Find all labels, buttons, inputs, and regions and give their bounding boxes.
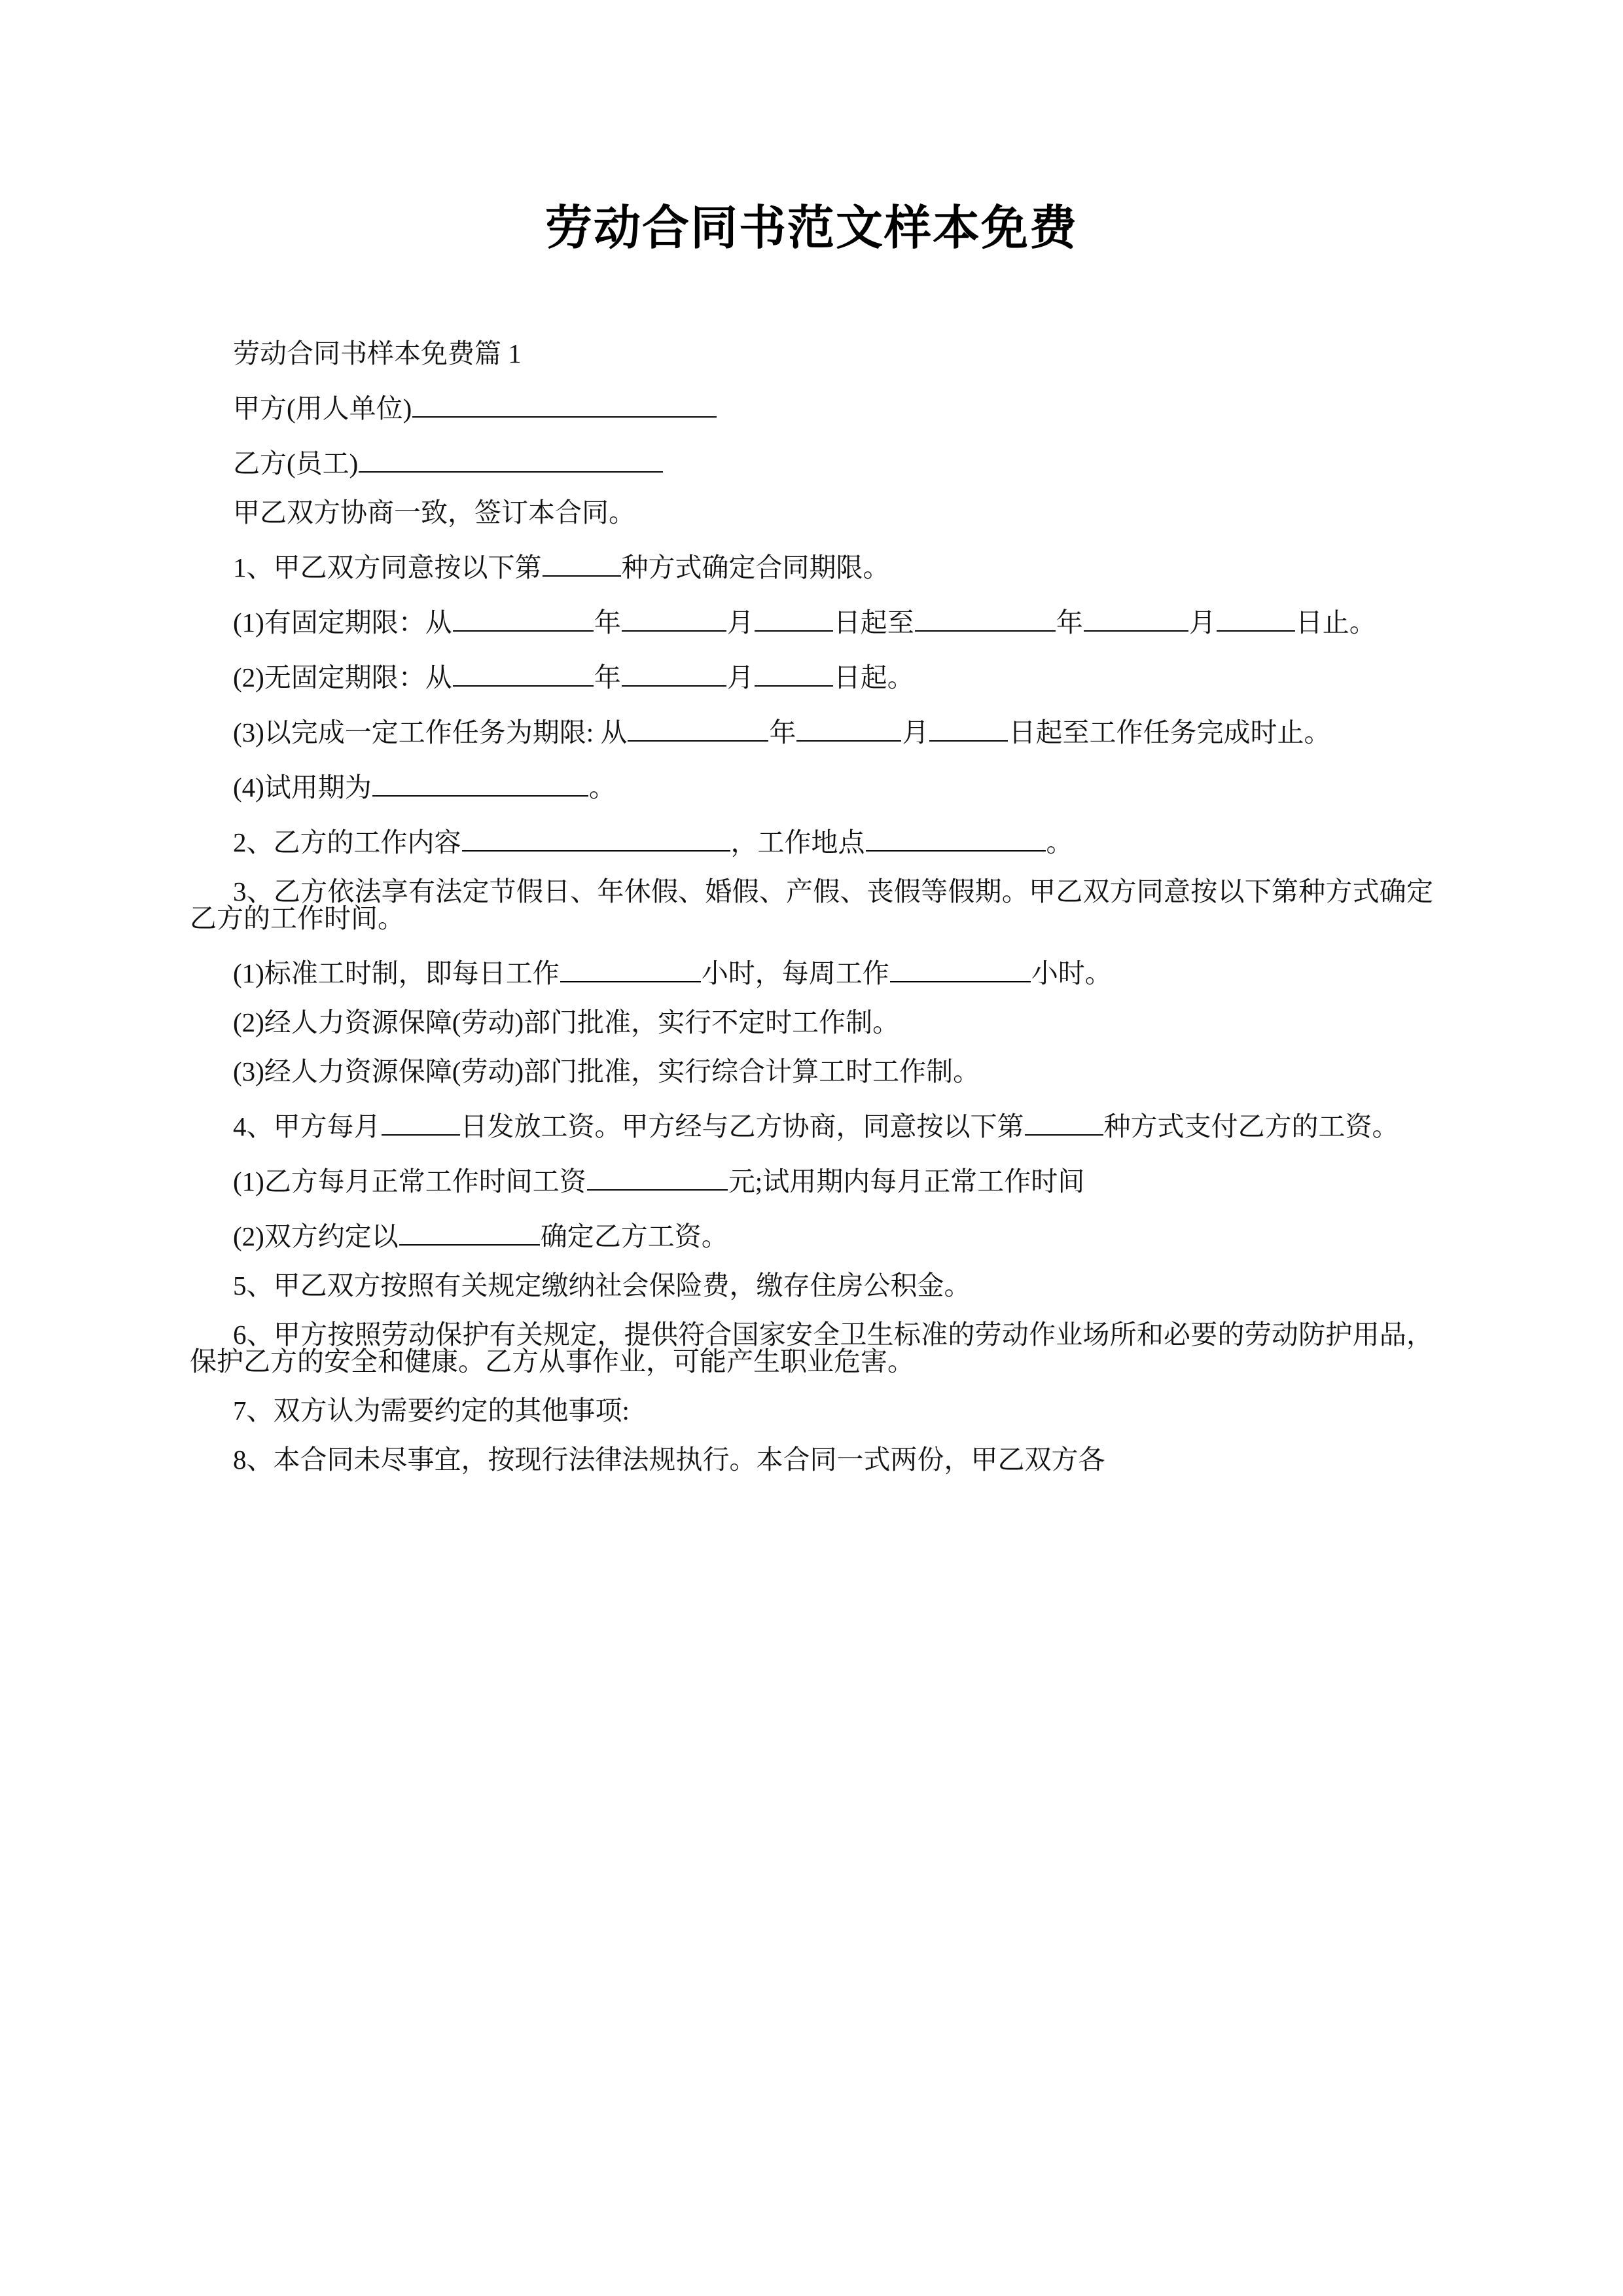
item-1-1-year2-blank[interactable]	[915, 603, 1056, 632]
item-1-1-month1: 月	[726, 607, 754, 637]
item-1-2-month-blank[interactable]	[622, 658, 726, 687]
item-5-text: 5、甲乙双方按照有关规定缴纳社会保险费，缴存住房公积金。	[233, 1270, 971, 1300]
party-a-blank[interactable]	[412, 389, 717, 418]
item-7-text: 7、双方认为需要约定的其他事项:	[233, 1395, 630, 1426]
item-1-blank[interactable]	[543, 548, 621, 577]
item-1-1-day1: 日起至	[833, 607, 914, 637]
item-6-text: 6、甲方按照劳动保护有关规定，提供符合国家安全卫生标准的劳动作业场所和必要的劳动防护用品，保护乙方的安全和健康。乙方从事作业，可能产生职业危害。	[190, 1319, 1433, 1376]
item-4-day-blank[interactable]	[382, 1107, 460, 1136]
item-1-3-day-blank[interactable]	[929, 713, 1008, 742]
item-4-method-blank[interactable]	[1025, 1107, 1103, 1136]
item-1-4-blank[interactable]	[372, 768, 588, 797]
section-heading-text: 劳动合同书样本免费篇 1	[233, 338, 522, 368]
item-1-2-year: 年	[594, 662, 621, 692]
item-3-text: 3、乙方依法享有法定节假日、年休假、婚假、产假、丧假等假期。甲乙双方同意按以下第种方式确定乙方的工作时间。	[190, 876, 1433, 933]
item-1-2	[190, 658, 1433, 691]
item-1-1-month2: 月	[1188, 607, 1216, 637]
item-1-1-day1-blank[interactable]	[755, 603, 833, 632]
item-1-3-end: 工作任务完成时止。	[1089, 717, 1331, 747]
item-4-1-pre: (1)乙方每月正常工作时间工资	[233, 1166, 586, 1196]
item-3-1-weekly-blank[interactable]	[890, 954, 1031, 982]
item-4-post: 种方式支付乙方的工资。	[1103, 1111, 1399, 1141]
item-7	[190, 1397, 1433, 1424]
item-4-2	[190, 1217, 1433, 1250]
party-b-label: 乙方(员工)	[233, 448, 359, 478]
party-a-line	[190, 389, 1433, 422]
item-1-2-month: 月	[726, 662, 754, 692]
item-2-pre: 2、乙方的工作内容	[233, 827, 461, 857]
item-1-post: 种方式确定合同期限。	[621, 552, 890, 583]
section-heading	[190, 340, 1433, 367]
party-a-label: 甲方(用人单位)	[233, 393, 412, 423]
item-1-3-year: 年	[769, 717, 796, 747]
item-4-1-post: 元;试用期内每月正常工作时间	[728, 1166, 1085, 1196]
item-3-1-daily-blank[interactable]	[560, 954, 701, 982]
party-b-line	[190, 444, 1433, 477]
agreement-line	[190, 499, 1433, 526]
item-3-1	[190, 954, 1433, 987]
item-4	[190, 1107, 1433, 1140]
item-3-1-mid: 小时，每周工作	[701, 958, 889, 988]
party-b-blank[interactable]	[359, 444, 663, 473]
item-1-3-day: 日起至	[1008, 717, 1090, 747]
item-2-location-blank[interactable]	[866, 823, 1046, 852]
item-1-2-day: 日起。	[833, 662, 914, 692]
item-2	[190, 823, 1433, 856]
item-1-3-pre: (3)以完成一定工作任务为期限: 从	[233, 717, 628, 747]
item-4-mid: 日发放工资。甲方经与乙方协商，同意按以下第	[460, 1111, 1024, 1141]
item-1	[190, 548, 1433, 581]
item-3-3	[190, 1058, 1433, 1085]
item-1-1-month2-blank[interactable]	[1084, 603, 1188, 632]
item-3	[190, 878, 1433, 932]
item-2-mid: ，工作地点	[730, 827, 865, 857]
item-1-1-month1-blank[interactable]	[622, 603, 726, 632]
item-1-4-post: 。	[588, 772, 616, 802]
agreement-text: 甲乙双方协商一致，签订本合同。	[233, 497, 635, 528]
item-1-1-year1: 年	[594, 607, 621, 637]
item-1-2-day-blank[interactable]	[755, 658, 833, 687]
item-4-1-wage-blank[interactable]	[587, 1162, 728, 1191]
item-1-3	[190, 713, 1433, 746]
item-8	[190, 1446, 1433, 1473]
item-1-3-year-blank[interactable]	[628, 713, 768, 742]
item-3-1-pre: (1)标准工时制，即每日工作	[233, 958, 560, 988]
item-1-2-year-blank[interactable]	[453, 658, 594, 687]
item-4-pre: 4、甲方每月	[233, 1111, 381, 1141]
item-3-2	[190, 1009, 1433, 1036]
item-2-content-blank[interactable]	[462, 823, 730, 852]
item-1-1	[190, 603, 1433, 636]
item-5	[190, 1272, 1433, 1299]
item-1-1-pre: (1)有固定期限：从	[233, 607, 452, 637]
item-3-3-text: (3)经人力资源保障(劳动)部门批准，实行综合计算工时工作制。	[233, 1056, 980, 1086]
item-1-3-month: 月	[902, 717, 929, 747]
item-2-post: 。	[1046, 827, 1073, 857]
item-1-1-year2: 年	[1056, 607, 1083, 637]
item-4-2-post: 确定乙方工资。	[540, 1221, 728, 1251]
item-4-1	[190, 1162, 1433, 1195]
item-3-1-post: 小时。	[1031, 958, 1112, 988]
item-1-pre: 1、甲乙双方同意按以下第	[233, 552, 542, 583]
item-4-2-blank[interactable]	[399, 1217, 540, 1246]
item-1-3-month-blank[interactable]	[796, 713, 901, 742]
item-1-1-day2-blank[interactable]	[1217, 603, 1295, 632]
item-1-4-pre: (4)试用期为	[233, 772, 372, 802]
item-3-2-text: (2)经人力资源保障(劳动)部门批准，实行不定时工作制。	[233, 1007, 900, 1037]
item-6	[190, 1321, 1433, 1375]
item-1-1-day2: 日止。	[1295, 607, 1376, 637]
item-1-4	[190, 768, 1433, 801]
item-8-text: 8、本合同未尽事宜，按现行法律法规执行。本合同一式两份，甲乙双方各	[233, 1444, 1105, 1475]
page-title: 劳动合同书范文样本免费	[544, 202, 1078, 255]
item-4-2-pre: (2)双方约定以	[233, 1221, 399, 1251]
item-1-2-pre: (2)无固定期限：从	[233, 662, 452, 692]
document-body	[190, 340, 1433, 1496]
item-1-1-year1-blank[interactable]	[453, 603, 594, 632]
